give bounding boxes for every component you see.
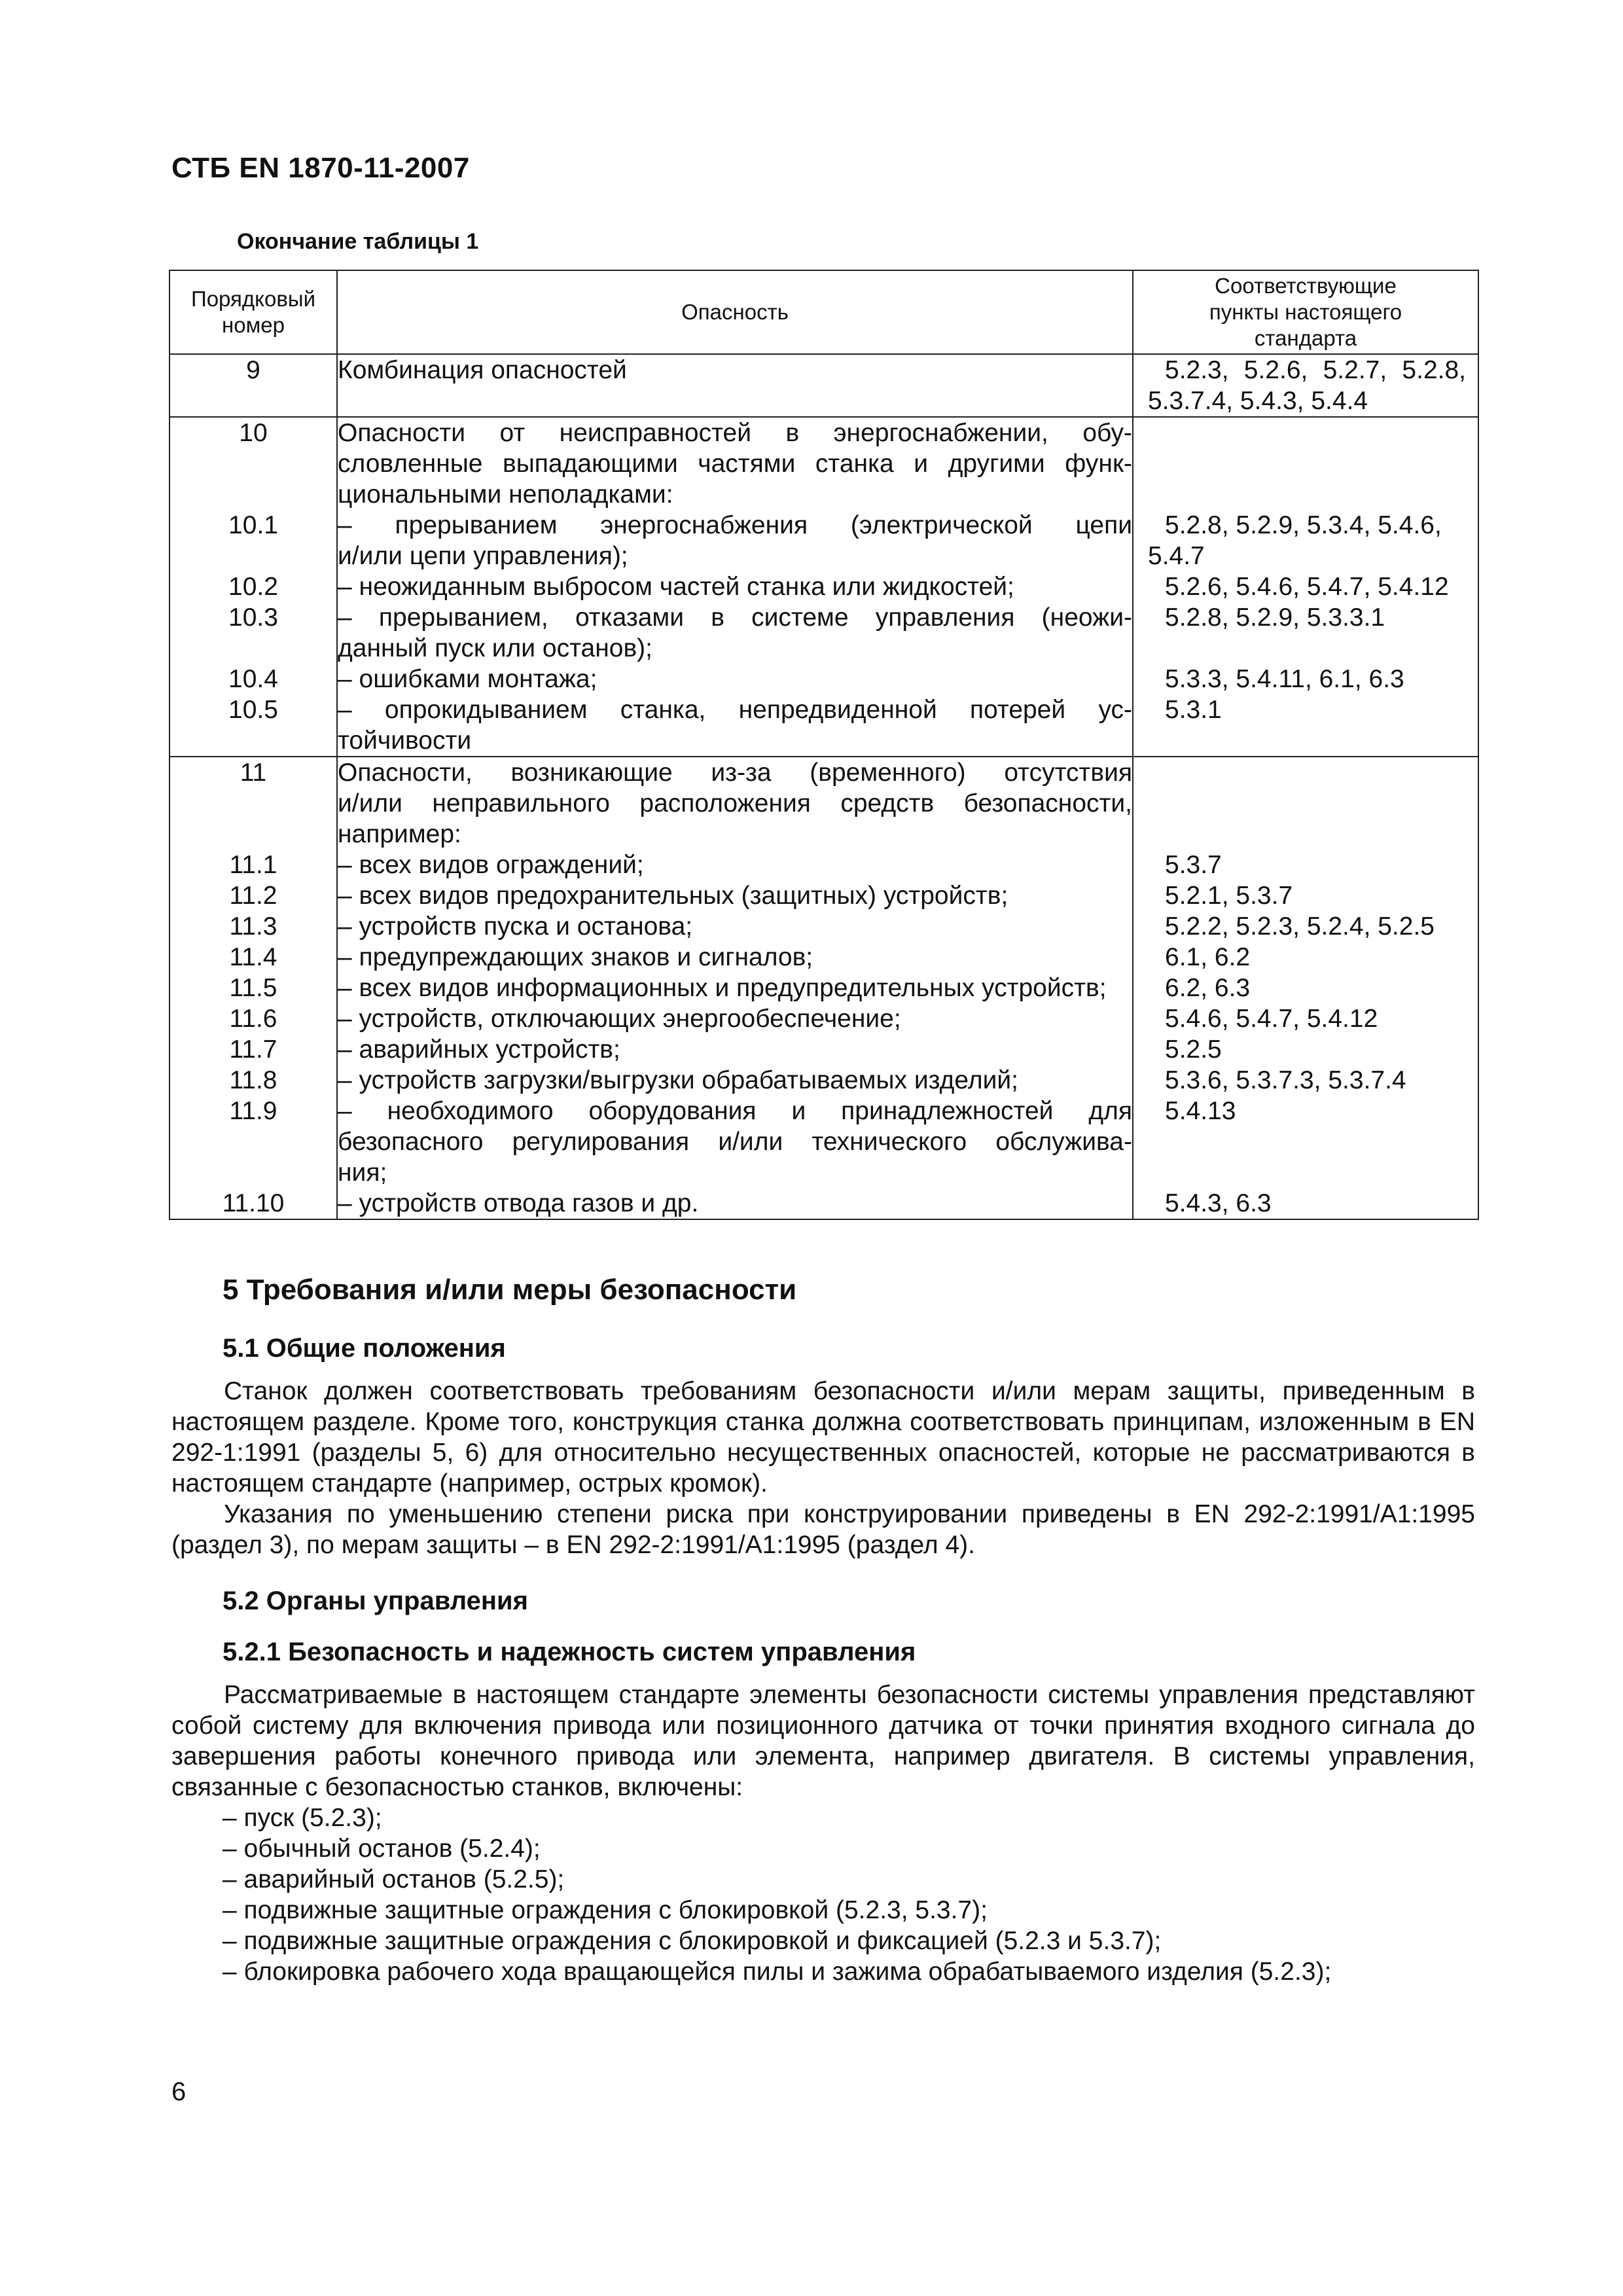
row-number [170, 1157, 336, 1188]
list-item: – обычный останов (5.2.4); [223, 1835, 541, 1863]
col-header-num-line: Порядковый [190, 287, 316, 311]
section-5-title: 5 Требования и/или меры безопасности [223, 1274, 797, 1306]
hazard-table [169, 270, 1479, 1220]
row-number: 11.1 [229, 851, 277, 879]
ref-text [1133, 725, 1478, 756]
hazard-text-line: Опасности, возникающие из-за (временного) отсутствия [338, 759, 1132, 787]
ref-text: 5.3.7.4, 5.4.3, 5.4.4 [1148, 387, 1368, 415]
hazard-text-line: – предупреждающих знаков и сигналов; [338, 943, 813, 971]
row9-hazard-cell [337, 354, 1133, 417]
row9-num-cell [169, 354, 337, 417]
row-number: 10.2 [228, 573, 278, 601]
hazard-text-line: – устройств загрузки/выгрузки обрабатываемых изделий; [338, 1066, 1018, 1094]
list-item: – блокировка рабочего хода вращающейся пилы и зажима обрабатываемого изделия (5.2.3); [223, 1958, 1332, 1986]
col-header-hazard: Опасность [337, 270, 1133, 354]
control-systems-list [223, 1803, 1331, 1987]
row-number: 10.1 [228, 511, 278, 539]
hazard-text-line: – прерыванием, отказами в системе управления (неожи- [338, 603, 1132, 632]
list-item: – аварийный останов (5.2.5); [223, 1865, 565, 1893]
hazard-text-line: и/или цепи управления); [338, 542, 628, 570]
row11-ref-cell [1133, 757, 1478, 1219]
ref-text: 5.3.6, 5.3.7.3, 5.3.7.4 [1165, 1066, 1406, 1094]
section-5-2-1-paragraph: Рассматриваемые в настоящем стандарте элементы безопасности системы управления представляют собой систему для включения привода или позиционного датчика от точки принятия входного сигнала до завершения работы конечного привода или элемента, например двигателя. В системы управления, связанные с безопасностью станков, включены: [171, 1681, 1475, 1801]
ref-text: 5.2.8, 5.2.9, 5.3.4, 5.4.6, [1165, 511, 1442, 539]
row-number: 11.8 [229, 1066, 277, 1094]
hazard-text-line: – ошибками монтажа; [338, 665, 597, 693]
row-number [170, 1126, 336, 1157]
row-number: 9 [246, 356, 260, 384]
ref-text: 5.2.3, 5.2.6, 5.2.7, 5.2.8, [1165, 356, 1466, 384]
ref-text: 5.3.1 [1165, 696, 1222, 724]
hazard-text-line: безопасного регулирования и/или технического обслужива- [338, 1128, 1132, 1156]
row-number: 10.4 [228, 665, 278, 693]
hazard-text-line: например: [338, 820, 461, 848]
hazard-text-line: – устройств пуска и останова; [338, 912, 693, 941]
ref-text [1133, 788, 1478, 819]
table-header-row [169, 270, 1478, 354]
row11-hazard-cell [337, 757, 1133, 1219]
hazard-text-line: циональными неполадками: [338, 480, 673, 509]
ref-text: 6.2, 6.3 [1165, 974, 1251, 1002]
row-number: 11.4 [229, 943, 277, 971]
ref-text: 5.2.1, 5.3.7 [1165, 882, 1293, 910]
ref-text: 5.2.8, 5.2.9, 5.3.3.1 [1165, 603, 1385, 632]
table-caption: Окончание таблицы 1 [237, 229, 479, 254]
col-header-ref-line: пункты настоящего [1209, 300, 1402, 324]
row9-ref-cell [1133, 354, 1478, 417]
ref-text [1133, 1157, 1478, 1188]
row-number: 10 [239, 419, 268, 447]
ref-text [1133, 1126, 1478, 1157]
ref-text: 5.4.13 [1165, 1097, 1236, 1125]
section-5-2-title: 5.2 Органы управления [223, 1587, 528, 1615]
hazard-text-line: – опрокидыванием станка, непредвиденной потерей ус- [338, 696, 1132, 724]
hazard-text-line: – неожиданным выбросом частей станка или жидкостей; [338, 573, 1014, 601]
row-number: 11.2 [229, 882, 277, 910]
table-row [169, 354, 1478, 417]
row-number: 11 [240, 759, 267, 787]
row-number: 10.5 [228, 696, 278, 724]
row10-ref-cell [1133, 417, 1478, 757]
hazard-text-line: – всех видов ограждений; [338, 851, 644, 879]
col-header-ref [1133, 270, 1478, 354]
row-number: 11.6 [229, 1005, 277, 1033]
table-row [169, 417, 1478, 757]
row-number: 11.9 [229, 1097, 277, 1125]
document-header: СТБ EN 1870-11-2007 [171, 152, 470, 184]
hazard-text-line: – аварийных устройств; [338, 1035, 620, 1064]
row11-num-cell [169, 757, 337, 1219]
row-number [170, 633, 336, 664]
hazard-text-line: и/или неправильного расположения средств безопасности, [338, 789, 1132, 817]
ref-text: 5.4.3, 6.3 [1165, 1189, 1272, 1217]
hazard-text-line: – устройств отвода газов и др. [338, 1189, 699, 1217]
row-number [170, 725, 336, 756]
col-header-ref-line: Соответствующие [1215, 274, 1397, 298]
ref-text: 5.2.5 [1165, 1035, 1222, 1064]
row10-hazard-cell [337, 417, 1133, 757]
table-row [169, 757, 1478, 1219]
row10-num-cell [169, 417, 337, 757]
ref-text [1133, 757, 1478, 788]
col-header-ref-line: стандарта [1254, 326, 1357, 350]
section-5-2-1-title: 5.2.1 Безопасность и надежность систем управления [223, 1638, 916, 1666]
hazard-text-line: – всех видов предохранительных (защитных) устройств; [338, 882, 1008, 910]
list-item: – пуск (5.2.3); [223, 1804, 382, 1832]
ref-text: 5.3.3, 5.4.11, 6.1, 6.3 [1165, 665, 1404, 693]
row-number: 11.10 [222, 1189, 285, 1217]
hazard-text-line: Опасности от неисправностей в энергоснабжении, обу- [338, 419, 1132, 447]
hazard-text: Комбинация опасностей [338, 356, 627, 384]
hazard-text-line: данный пуск или останов); [338, 634, 652, 662]
ref-text: 5.2.2, 5.2.3, 5.2.4, 5.2.5 [1165, 912, 1435, 941]
hazard-text-line: тойчивости [338, 726, 472, 755]
col-header-num-line: номер [222, 313, 285, 337]
hazard-text-line: словленные выпадающими частями станка и другими функ- [338, 450, 1132, 478]
hazard-text-line: – устройств, отключающих энергообеспечение; [338, 1005, 901, 1033]
ref-text: 5.2.6, 5.4.6, 5.4.7, 5.4.12 [1165, 573, 1449, 601]
page-number: 6 [171, 2077, 187, 2106]
ref-text [1133, 819, 1478, 850]
ref-text [1133, 448, 1478, 479]
section-5-1-title: 5.1 Общие положения [223, 1334, 506, 1363]
ref-text: 5.4.7 [1148, 542, 1205, 570]
ref-text: 5.3.7 [1165, 851, 1222, 879]
row-number: 11.3 [229, 912, 277, 941]
row-number: 11.7 [229, 1035, 277, 1064]
hazard-text-line: – необходимого оборудования и принадлежностей для [338, 1097, 1132, 1125]
section-5-1-paragraph: Станок должен соответствовать требованиям безопасности и/или мерам защиты, приведенным в настоящем разделе. Кроме того, конструкция станка должна соответствовать принципам, изложенным в EN 292-1:1991 (разделы 5, 6) для относительно несущественных опасностей, которые не рассматриваются в настоящем стандарте (например, острых кромок). [171, 1377, 1475, 1498]
ref-text [1133, 479, 1478, 510]
hazard-text-line: – прерыванием энергоснабжения (электрической цепи [338, 511, 1132, 539]
section-5-1-paragraph: Указания по уменьшению степени риска при конструировании приведены в EN 292-2:1991/A1:1995 (раздел 3), по мерам защиты – в EN 292-2:1991/A1:1995 (раздел 4). [171, 1500, 1475, 1559]
ref-text: 5.4.6, 5.4.7, 5.4.12 [1165, 1005, 1378, 1033]
row-number [170, 541, 336, 571]
hazard-text-line: ния; [338, 1158, 387, 1187]
hazard-text-line: – всех видов информационных и предупредительных устройств; [338, 974, 1107, 1002]
list-item: – подвижные защитные ограждения с блокировкой и фиксацией (5.2.3 и 5.3.7); [223, 1927, 1162, 1955]
col-header-num [169, 270, 337, 354]
list-item: – подвижные защитные ограждения с блокировкой (5.2.3, 5.3.7); [223, 1896, 988, 1924]
ref-text [1133, 633, 1478, 664]
row-number: 10.3 [228, 603, 278, 632]
ref-text [1133, 418, 1478, 448]
row-number [170, 479, 336, 510]
ref-text: 6.1, 6.2 [1165, 943, 1251, 971]
row-number: 11.5 [229, 974, 277, 1002]
row-number [170, 819, 336, 850]
row-number [170, 788, 336, 819]
row-number [170, 448, 336, 479]
